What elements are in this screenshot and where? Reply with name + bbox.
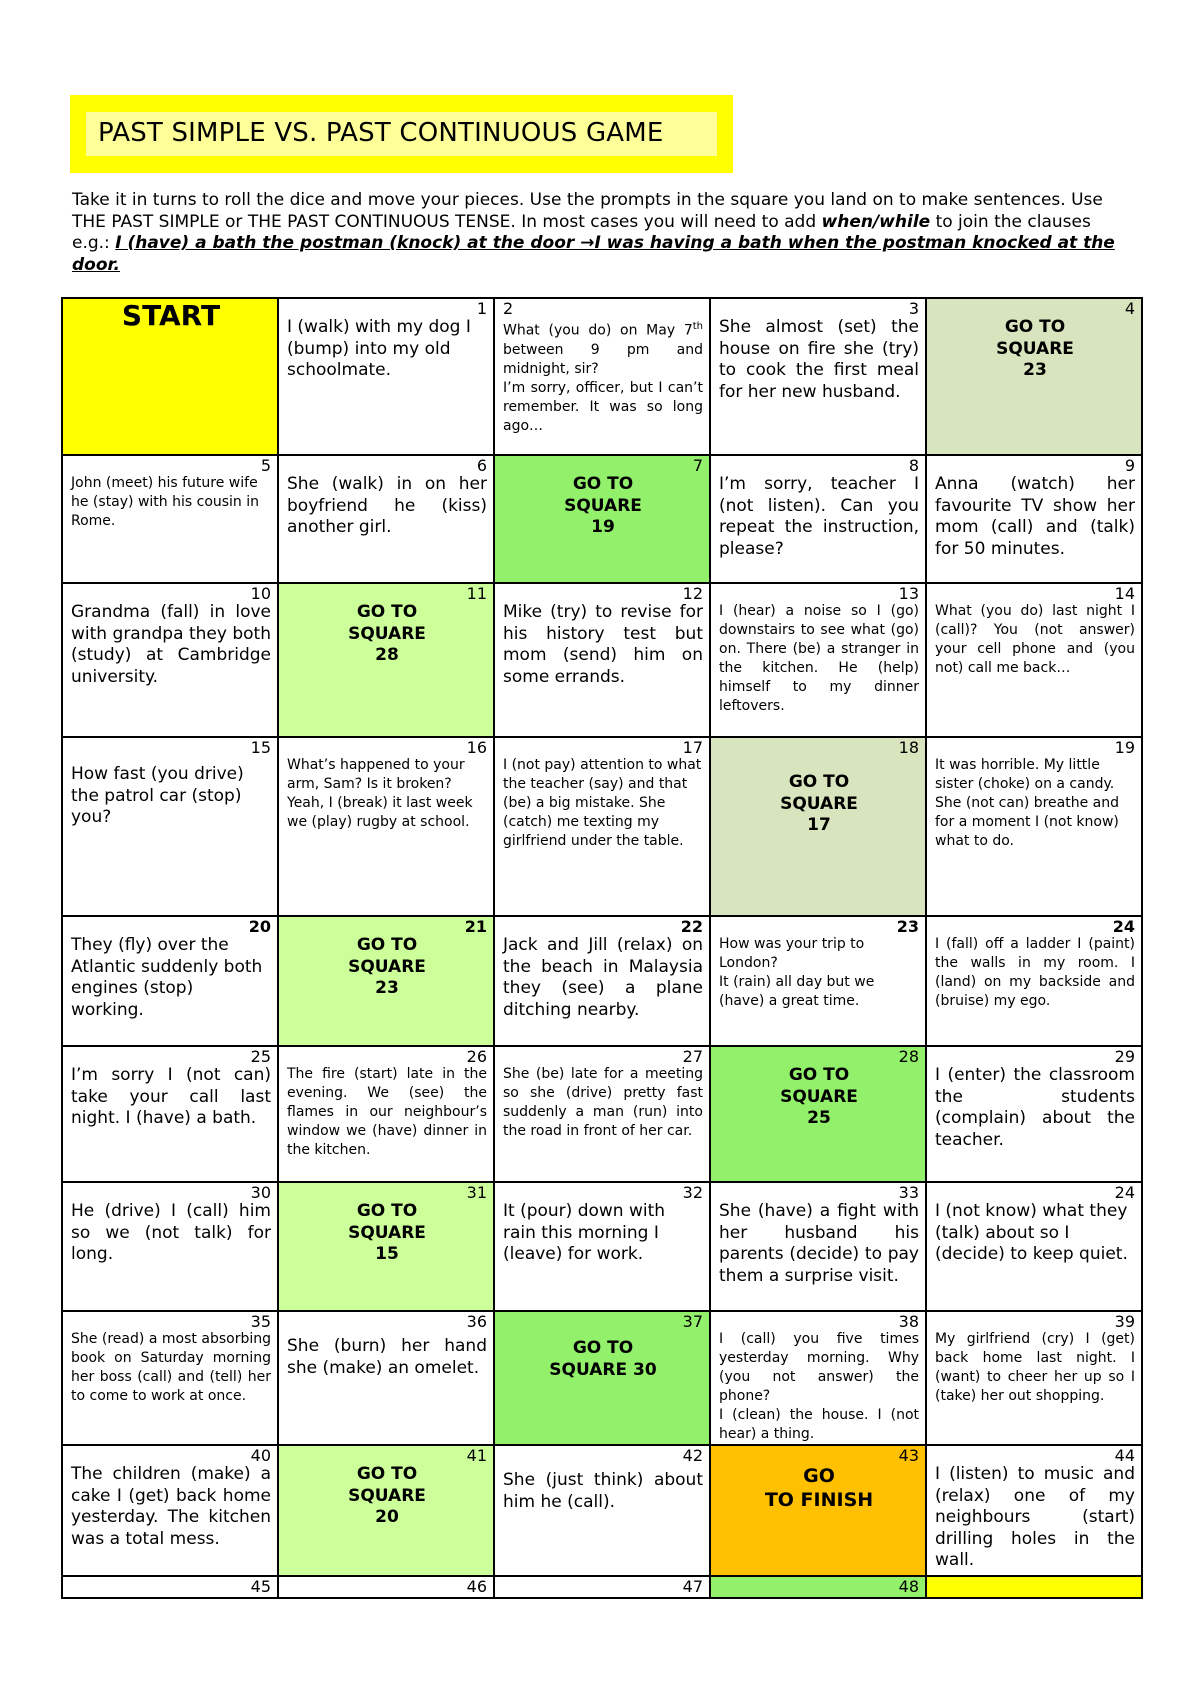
square-number: 40 <box>250 1446 271 1465</box>
goto-label: GO TO <box>356 935 418 955</box>
square-prompt-part: How was your trip to London? <box>719 936 865 971</box>
square-30 <box>62 1182 278 1311</box>
square-38 <box>710 1311 926 1445</box>
goto-label: GO TO <box>1004 317 1066 337</box>
square-prompt: He (drive) I (call) him so we (not talk) for long. <box>71 1201 271 1264</box>
goto-label: GO TO <box>356 602 418 622</box>
square-25 <box>62 1046 278 1182</box>
square-prompt: It (pour) down with rain this morning I (leave) for work. <box>503 1201 666 1264</box>
square-43 <box>710 1445 926 1576</box>
square-46 <box>278 1576 494 1598</box>
square-number: 29 <box>1114 1047 1135 1066</box>
square-7 <box>494 455 710 583</box>
square-prompt: She (read) a most absorbing book on Saturday morning her boss (call) and (tell) her to come to work at once. <box>71 1331 271 1404</box>
square-prompt: Mike (try) to revise for his history test but mom (send) him on some errands. <box>503 602 703 687</box>
goto-target: 15 <box>375 1244 399 1264</box>
title-banner <box>70 95 733 173</box>
square-number: 21 <box>464 917 487 936</box>
goto-square: SQUARE <box>564 495 642 516</box>
goto-label: GO TO <box>572 474 634 494</box>
square-prompt-part: I (call) you five times yesterday morning. Why (you not answer) the phone? <box>719 1331 919 1404</box>
square-prompt: I (hear) a noise so I (go) downstairs to see what (go) on. There (be) a stranger in the kitchen. He (help) himself to my dinner leftovers. <box>719 603 919 714</box>
square-2 <box>494 298 710 455</box>
square-number: 14 <box>1114 584 1135 603</box>
start-label: START <box>121 299 221 332</box>
square-number: 16 <box>466 738 487 757</box>
square-prompt: Anna (watch) her favourite TV show her mom (call) and (talk) for 50 minutes. <box>935 474 1135 559</box>
square-number: 19 <box>1114 738 1135 757</box>
goto-target: 28 <box>375 645 399 665</box>
square-number: 10 <box>250 584 271 603</box>
square-number: 38 <box>898 1312 919 1331</box>
square-number: 13 <box>898 584 919 603</box>
square-prompt: Jack and Jill (relax) on the beach in Malaysia they (see) a plane ditching nearby. <box>503 935 703 1020</box>
square-prompt <box>719 935 919 1011</box>
goto-square: SQUARE <box>780 1086 858 1107</box>
square-31 <box>278 1182 494 1311</box>
square-14 <box>926 583 1142 737</box>
square-number: 23 <box>896 917 919 936</box>
board-row-4 <box>62 737 1142 916</box>
square-12 <box>494 583 710 737</box>
square-number: 48 <box>898 1577 919 1596</box>
square-prompt: It was horrible. My little sister (choke) on a candy. She (not can) breathe and for a moment I (not know) what to do. <box>935 757 1120 849</box>
board-row-7 <box>62 1182 1142 1311</box>
square-44 <box>926 1445 1142 1576</box>
instructions-joiner: when/while <box>821 211 931 232</box>
square-prompt-part: Yeah, I (break) it last week we (play) rugby at school. <box>287 795 473 830</box>
square-number: 5 <box>260 456 271 475</box>
square-prompt: She (be) late for a meeting so she (drive) pretty fast suddenly a man (run) into the road in front of her car. <box>503 1066 703 1139</box>
square-34 <box>926 1182 1142 1311</box>
square-3 <box>710 298 926 455</box>
game-board <box>61 297 1143 1599</box>
board-row-8 <box>62 1311 1142 1445</box>
square-prompt: She (have) a fight with her husband his parents (decide) to pay them a surprise visit. <box>719 1201 919 1286</box>
square-number: 45 <box>250 1577 271 1596</box>
square-number: 32 <box>682 1183 703 1202</box>
square-number: 8 <box>908 456 919 475</box>
square-1 <box>278 298 494 455</box>
square-number: 46 <box>466 1577 487 1596</box>
square-19 <box>926 737 1142 916</box>
square-27 <box>494 1046 710 1182</box>
goto-square: SQUARE <box>996 338 1074 359</box>
square-number: 3 <box>908 299 919 318</box>
square-36 <box>278 1311 494 1445</box>
page-title: PAST SIMPLE VS. PAST CONTINUOUS GAME <box>98 118 664 148</box>
square-number: 37 <box>682 1312 703 1331</box>
square-number: 7 <box>692 456 703 475</box>
square-prompt: How fast (you drive) the patrol car (stop) you? <box>71 764 244 827</box>
title-banner-inner <box>84 110 719 158</box>
square-15 <box>62 737 278 916</box>
board-row-5 <box>62 916 1142 1046</box>
square-number: 25 <box>250 1047 271 1066</box>
finish-square <box>926 1576 1142 1598</box>
square-number: 22 <box>680 917 703 936</box>
square-48 <box>710 1576 926 1598</box>
square-5 <box>62 455 278 583</box>
square-prompt: I’m sorry, teacher I (not listen). Can you repeat the instruction, please? <box>719 474 919 559</box>
square-prompt-part: What (you do) on May 7 <box>503 322 693 339</box>
square-23 <box>710 916 926 1046</box>
square-33 <box>710 1182 926 1311</box>
square-47 <box>494 1576 710 1598</box>
square-prompt: She (walk) in on her boyfriend he (kiss) another girl. <box>287 474 487 537</box>
board-row-3 <box>62 583 1142 737</box>
square-number: 43 <box>898 1446 919 1465</box>
square-number: 41 <box>466 1446 487 1465</box>
goto-square: SQUARE <box>348 956 426 977</box>
square-number: 30 <box>250 1183 271 1202</box>
square-prompt: I (not know) what they (talk) about so I (decide) to keep quiet. <box>935 1201 1128 1264</box>
square-number: 17 <box>682 738 703 757</box>
square-number: 20 <box>248 917 271 936</box>
square-13 <box>710 583 926 737</box>
square-number: 6 <box>476 456 487 475</box>
square-number: 11 <box>466 584 487 603</box>
square-16 <box>278 737 494 916</box>
square-37 <box>494 1311 710 1445</box>
square-number: 26 <box>466 1047 487 1066</box>
square-10 <box>62 583 278 737</box>
board-row-6 <box>62 1046 1142 1182</box>
square-prompt: I (enter) the classroom the students (complain) about the teacher. <box>935 1065 1135 1150</box>
square-11 <box>278 583 494 737</box>
goto-square: SQUARE <box>780 793 858 814</box>
square-4 <box>926 298 1142 455</box>
goto-target: 20 <box>375 1507 399 1527</box>
goto-label: GO TO <box>788 772 850 792</box>
square-42 <box>494 1445 710 1576</box>
square-6 <box>278 455 494 583</box>
square-26 <box>278 1046 494 1182</box>
square-24 <box>926 916 1142 1046</box>
goto-target: 25 <box>807 1108 831 1128</box>
square-prompt <box>287 756 487 832</box>
square-9 <box>926 455 1142 583</box>
square-number: 12 <box>682 584 703 603</box>
goto-square: SQUARE <box>348 1222 426 1243</box>
instructions-text: Take it in turns to roll the dice and move your pieces. Use the prompts in the square you land on to make sentences. Use THE PAST SIMPLE or THE PAST CONTINUOUS TENSE. In most cases you will need to add <box>72 190 1103 232</box>
square-prompt: The fire (start) late in the evening. We (see) the flames in our neighbour’s window we (have) dinner in the kitchen. <box>287 1066 487 1158</box>
square-prompt: John (meet) his future wife he (stay) with his cousin in Rome. <box>71 475 260 529</box>
square-number: 35 <box>250 1312 271 1331</box>
square-prompt-sup: th <box>692 321 703 332</box>
square-17 <box>494 737 710 916</box>
square-prompt: They (fly) over the Atlantic suddenly both engines (stop) working. <box>71 935 263 1020</box>
goto-target: 17 <box>807 815 831 835</box>
instructions-example: I (have) a bath the postman (knock) at the door →I was having a bath when the postman knocked at the door. <box>72 233 1115 275</box>
square-28 <box>710 1046 926 1182</box>
square-prompt: I (not pay) attention to what the teacher (say) and that (be) a big mistake. She (catch) me texting my girlfriend under the table. <box>503 757 702 849</box>
square-number: 42 <box>682 1446 703 1465</box>
square-prompt-part: What’s happened to your arm, Sam? Is it broken? <box>287 757 465 792</box>
square-20 <box>62 916 278 1046</box>
square-21 <box>278 916 494 1046</box>
board-row-1 <box>62 298 1142 455</box>
square-prompt-part: I (clean) the house. I (not hear) a thing. <box>719 1407 919 1442</box>
board-row-10 <box>62 1576 1142 1598</box>
goto-label: GO TO <box>356 1201 418 1221</box>
square-number: 1 <box>476 299 487 318</box>
square-number: 36 <box>466 1312 487 1331</box>
square-prompt: She (just think) about him he (call). <box>503 1470 703 1512</box>
square-prompt: My girlfriend (cry) I (get) back home last night. I (want) to cheer her up so I (take) her out shopping. <box>935 1331 1135 1404</box>
square-32 <box>494 1182 710 1311</box>
square-number: 9 <box>1124 456 1135 475</box>
goto-target: 19 <box>591 517 615 537</box>
square-40 <box>62 1445 278 1576</box>
square-number: 31 <box>466 1183 487 1202</box>
square-prompt: Grandma (fall) in love with grandpa they both (study) at Cambridge university. <box>71 602 271 687</box>
goto-square: SQUARE 30 <box>549 1359 657 1380</box>
square-number: 47 <box>682 1577 703 1596</box>
goto-target: 23 <box>1023 360 1047 380</box>
goto-label: GO TO <box>572 1338 634 1358</box>
goto-square: TO FINISH <box>764 1489 874 1511</box>
square-22 <box>494 916 710 1046</box>
goto-label: GO <box>803 1465 835 1487</box>
square-prompt: She almost (set) the house on fire she (try) to cook the first meal for her new husband. <box>719 317 919 402</box>
square-29 <box>926 1046 1142 1182</box>
goto-target: 23 <box>375 978 399 998</box>
square-number: 44 <box>1114 1446 1135 1465</box>
square-number: 15 <box>250 738 271 757</box>
instructions-text-2: to join the clauses e.g.: <box>72 211 1091 253</box>
square-prompt: She (burn) her hand she (make) an omelet. <box>287 1336 487 1378</box>
square-number: 39 <box>1114 1312 1135 1331</box>
board-row-9 <box>62 1445 1142 1576</box>
square-number: 27 <box>682 1047 703 1066</box>
goto-square: SQUARE <box>348 1485 426 1506</box>
square-prompt: I’m sorry I (not can) take your call last night. I (have) a bath. <box>71 1065 271 1128</box>
start-square <box>62 298 278 455</box>
square-35 <box>62 1311 278 1445</box>
goto-label: GO TO <box>788 1065 850 1085</box>
square-prompt: I (listen) to music and (relax) one of my neighbours (start) drilling holes in the wall. <box>935 1464 1135 1570</box>
goto-square: SQUARE <box>348 623 426 644</box>
square-prompt: The children (make) a cake I (get) back home yesterday. The kitchen was a total mess. <box>71 1464 271 1549</box>
square-number: 4 <box>1124 299 1135 318</box>
square-number: 2 <box>503 299 514 318</box>
square-prompt-part: between 9 pm and midnight, sir? <box>503 341 703 377</box>
square-number: 18 <box>898 738 919 757</box>
square-18 <box>710 737 926 916</box>
square-45 <box>62 1576 278 1598</box>
square-prompt: I (fall) off a ladder I (paint) the walls in my room. I (land) on my backside and (bruise) my ego. <box>935 936 1135 1009</box>
square-number: 24 <box>1114 1183 1135 1202</box>
square-number: 33 <box>898 1183 919 1202</box>
square-41 <box>278 1445 494 1576</box>
square-prompt <box>719 1330 919 1444</box>
square-39 <box>926 1311 1142 1445</box>
instructions <box>72 190 1132 276</box>
square-number: 24 <box>1112 917 1135 936</box>
square-prompt: What (you do) last night I (call)? You (not answer) your cell phone and (you not) call me back… <box>935 603 1135 676</box>
square-8 <box>710 455 926 583</box>
square-number: 28 <box>898 1047 919 1066</box>
goto-label: GO TO <box>356 1464 418 1484</box>
square-prompt-part: It (rain) all day but we (have) a great time. <box>719 974 875 1009</box>
board-row-2 <box>62 455 1142 583</box>
square-prompt: I (walk) with my dog I (bump) into my old schoolmate. <box>287 317 471 380</box>
square-prompt-part: I’m sorry, officer, but I can’t remember. It was so long ago… <box>503 379 703 434</box>
square-prompt <box>503 317 703 436</box>
